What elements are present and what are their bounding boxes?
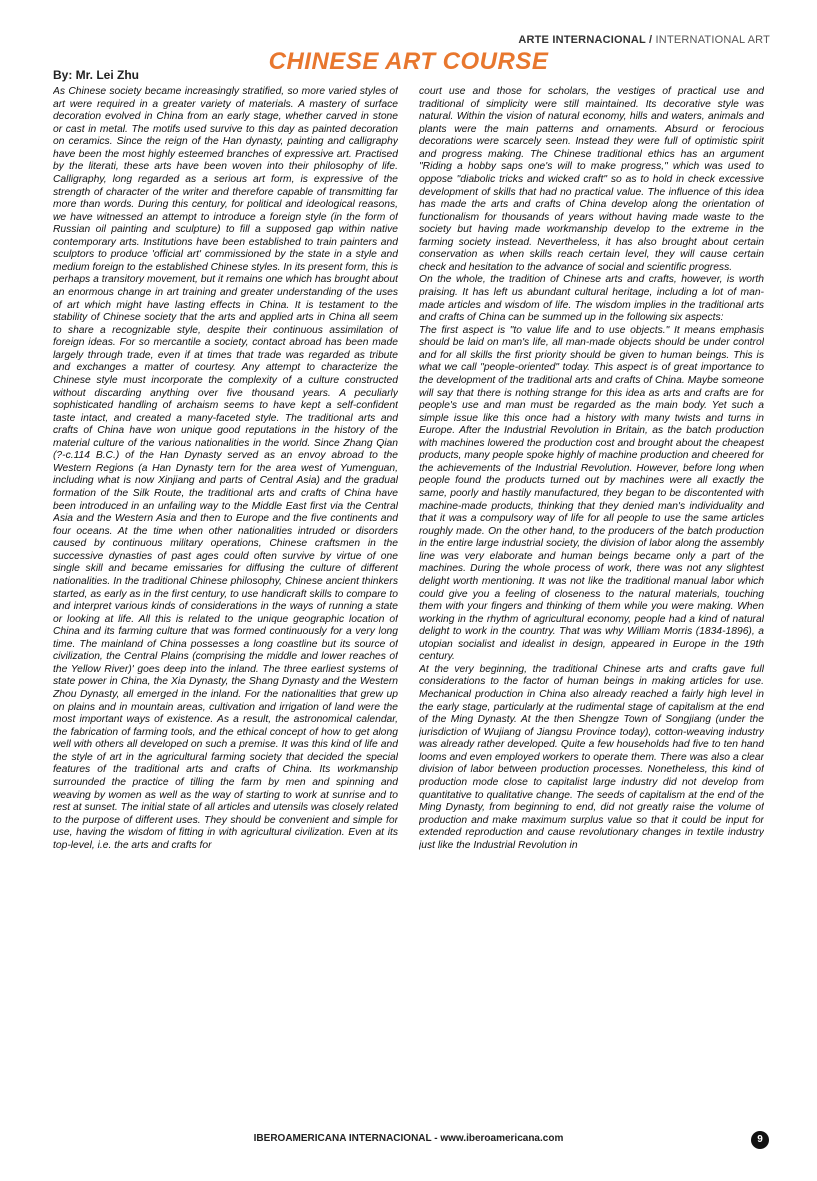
paragraph: The first aspect is "to value life and to use objects." It means emphasis should be laid on man's life, all man-made objects should be under control and for all skills the first priority should be given to human beings. This is what we call "people-oriented" today. This aspect is of great importance to the development of the traditional arts and crafts of China. Maybe someone will say that there is nothing strange for this idea as arts and crafts are for people's use and man must be regarded as the main body. Yet such a simple issue like this once had a history with many twists and turns in Europe. After the Industrial Revolution in Britain, as the batch production with machines lowered the production cost and brought about the cheapest products, many people spoke highly of machine production and cheered for the achievements of the Industrial Revolution. However, before long when people found the products turned out by machines were all exactly the same, poorly and hastily manufactured, they began to be discontented with machine-made products, thinking that they denied man's individuality and that it was a compulsory way of life for all people to use the same articles roughly made. On the other hand, to the producers of the batch production in the entire large industrial society, the division of labor along the assembly line was very elaborate and human beings became only a part of the machines. During the whole process of work, there was not any slightest delight worth mentioning. It was not like the traditional manual labor which could give you a feeling of closeness to the natural materials, touching them with your fingers and thinking of them while you were making. When working in the rhythm of agricultural economy, people had a kind of natural delight to work in the country. That was why William Morris (1834-1896), a utopian socialist and idealist in design, appeared in Europe in the 19th century. — [419, 324, 764, 663]
page-number-badge: 9 — [751, 1131, 769, 1149]
left-column — [53, 86, 398, 1130]
paragraph: court use and those for scholars, the vestiges of practical use and traditional of simplicity were still maintained. Its decorative style was natural. Within the vision of natural economy, hills and waters, animals and plants were the main patterns and ornaments. Absurd or ferocious decorations were scarcely seen. Instead they were full of optimistic spirit and progress making. The Chinese traditional ethics has an argument "Riding a hobby saps one's will to make progress," which was used to oppose "diabolic tricks and wicked craft" so as to hold in check excessive development of skills that had no practical value. The influence of this idea has made the arts and crafts of China develop along the orientation of functionalism for thousands of years without having made waste to the society but having made workmanship develop to the extreme in the farming society instead. Nevertheless, it has also brought about certain conservation as when skills reach certain level, they will cause certain check and hesitation to the advance of social and scientific progress. — [419, 86, 764, 273]
article-title: CHINESE ART COURSE — [268, 48, 549, 75]
section-header — [518, 34, 770, 46]
section-label-english: INTERNATIONAL ART — [652, 34, 770, 46]
article-byline: By: Mr. Lei Zhu — [53, 68, 140, 82]
paragraph: On the whole, the tradition of Chinese arts and crafts, however, is worth praising. It has left us abundant cultural heritage, including a lot of man-made articles and wisdom of life. The wisdom implies in the traditional arts and crafts of China can be summed up in the following six aspects: — [419, 274, 764, 324]
footer-publication: IBEROAMERICANA INTERNACIONAL - www.iberoamericana.com — [253, 1133, 564, 1144]
section-label-spanish: ARTE INTERNACIONAL / — [518, 34, 653, 46]
paragraph: As Chinese society became increasingly stratified, so more varied styles of art were required in a greater variety of materials. A mastery of surface decoration evolved in China from an early stage, whether carved in stone or cast in metal. The motifs used survive to this day as painted decoration on ceramics. Since the reign of the Han dynasty, painting and calligraphy have been the most highly esteemed branches of expressive art. Practised by the literati, these arts have been woven into their philosophy of life. Calligraphy, long regarded as a serious art form, is expressive of the strength of character of the writer and therefore capable of transmitting far more than words. During this century, for political and ideological reasons, we have witnessed an attempt to introduce a foreign style (in the form of Russian oil painting and sculpture) to fill a supposed gap within native contemporary arts. Institutions have been established to train painters and sculptors to produce 'official art' commissioned by the state in a style and medium foreign to the established Chinese styles. In its present form, this is perhaps a transitory movement, but it remains one which has brought about an enormous change in art training and greater understanding of the uses of art which might have lasting effects in China. It is testament to the stability of Chinese society that the arts and applied arts in China all seem to share a recognizable style, despite their continuous assimilation of foreign ideas. For so mercantile a society, contact abroad has been made largely through trade, even if at times that trade was regarded as tribute and exchanges a matter of courtesy. Any attempt to characterize the Chinese style must incorporate the complexity of a culture constructed without discarding anything over five thousand years. A peculiarly sophisticated handling of archaism seems to have kept a self-confident taste intact, and created a many-faceted style. The traditional arts and crafts of China have won unique good reputations in the history of the material culture of the various nationalities in the world. Since Zhang Qian (?-c.114 B.C.) of the Han Dynasty served as an envoy abroad to the Western Regions (a Han Dynasty tern for the area west of Yumenguan, including what is now Xinjiang and parts of Central Asia) and the gradual formation of the Silk Route, the traditional arts and crafts of China have been introduced in an unfailing way to the Middle East first via the Central Asia and the Western Asia and then to Europe and the five continents and four oceans. At the time when other nationalities intruded or disorders caused by continuous military operations, Chinese craftsmen in the successive dynasties of past ages could often survive by virtue of one single skill and became emissaries for diffusing the culture of different nationalities. In the traditional Chinese philosophy, Chinese ancient thinkers started, as early as in the first century, to use handicraft skills to compare to and interpret various kinds of considerations in the ways of running a state or looking at life. All this is related to the unique geographic location of China and its farming culture that was formed continuously for a very long time. The mainland of China possesses a long coastline but its source of civilization, the Central Plains (comprising the middle and lower reaches of the Yellow River)' goes deep into the inland. The three earliest systems of state power in China, the Xia Dynasty, the Shang Dynasty and the Western Zhou Dynasty, all emerged in the inland. For the nationalities that grew up on plains and in mountain areas, cultivation and irrigation of land were the most important ways of existence. As a result, the astronomical calendar, the fabrication of farming tools, and the ethical concept of how to get along well with others all developed on such a premise. It was this kind of life and the style of art in the agricultural farming society that decided the special features of the traditional arts and crafts of China. Its workmanship surrounded the practice of tilling the farm by men and spinning and weaving by women as well as the way of starting to work at sunrise and to rest at sunset. The initial state of all articles and utensils was closely related to the purpose of different uses. They should be convenient and simple for use, having the wisdom of fitting in with agricultural civilization. Even at its top-level, i.e. the arts and crafts for — [53, 86, 398, 851]
article-body — [53, 86, 764, 1130]
paragraph: At the very beginning, the traditional Chinese arts and crafts gave full considerations to the factor of human beings in making articles for use. Mechanical production in China also already reached a fairly high level in the early stage, particularly at the rudimental stage of capitalism at the end of the Ming Dynasty. At the then Shengze Town of Songjiang (under the jurisdiction of Wujiang of Jiangsu Province today), cotton-weaving industry was already rather developed. Quite a few households had five to ten hand looms and even employed workers to operate them. There was also a clear division of labor between production processes. Nonetheless, this kind of production mode close to capitalist large industry did not develop from quantitative to qualitative change. The seeds of capitalism at the end of the Ming Dynasty, from beginning to end, did not greatly raise the volume of production and make maximum surplus value so that it could be input for extended reproduction and cause revolutionary changes in textile industry just like the Industrial Revolution in — [419, 663, 764, 851]
right-column — [419, 86, 764, 1130]
